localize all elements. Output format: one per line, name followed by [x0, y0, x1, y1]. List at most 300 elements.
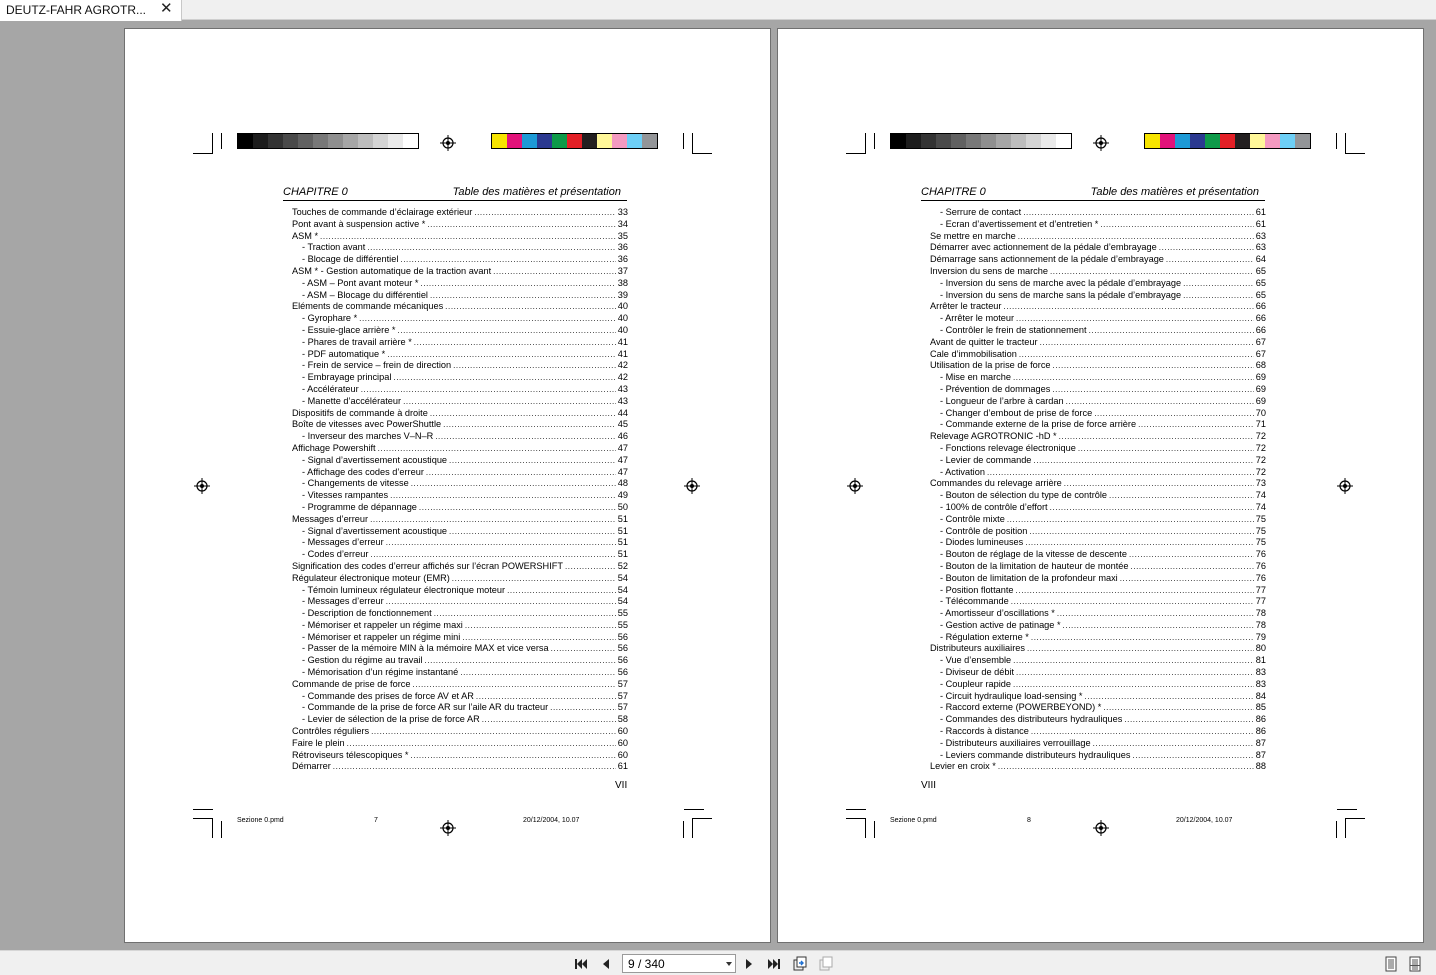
toc-entry-page: 75 [1255, 525, 1266, 536]
toc-entry[interactable] [292, 667, 628, 679]
tab-bar [0, 0, 1436, 20]
toc-entry-page: 66 [1255, 313, 1266, 324]
toc-entry-page: 75 [1255, 513, 1266, 524]
toc-entry-page: 55 [617, 608, 628, 619]
toc-entry[interactable] [930, 667, 1266, 679]
toc-entry[interactable] [292, 278, 628, 290]
toc-entry-title: Démarrage sans actionnement de la pédale d’embrayage [930, 254, 1164, 265]
toc-entry[interactable] [292, 655, 628, 667]
dot-leader [1016, 585, 1254, 597]
crop-mark [692, 818, 693, 838]
toc-entry-title: Cale d’immobilisation [930, 348, 1017, 359]
toc-entry-title: Eléments de commande mécaniques [292, 301, 444, 312]
dot-leader [449, 526, 616, 538]
dot-leader [460, 667, 616, 679]
toc-entry-title: - Changements de vitesse [302, 478, 409, 489]
toc-entry[interactable] [930, 561, 1266, 573]
color-swatch [1026, 134, 1041, 148]
toc-entry-page: 70 [1255, 407, 1266, 418]
toc-entry-page: 86 [1255, 726, 1266, 737]
toc-entry-page: 51 [617, 549, 628, 560]
toc-entry-title: - Bouton de réglage de la vitesse de descente [940, 549, 1127, 560]
toc-entry-page: 42 [617, 372, 628, 383]
toc-entry[interactable] [930, 360, 1266, 372]
crop-mark [1336, 821, 1337, 838]
toc-entry[interactable] [292, 467, 628, 479]
toc-entry[interactable] [930, 219, 1266, 231]
toc-entry-page: 87 [1255, 737, 1266, 748]
color-swatch [642, 134, 657, 148]
dot-leader [482, 714, 616, 726]
registration-mark-icon [847, 478, 863, 494]
toc-entry[interactable] [292, 360, 628, 372]
toc-entry[interactable] [292, 502, 628, 514]
toc-entry[interactable] [292, 254, 628, 266]
toc-entry[interactable] [292, 349, 628, 361]
dot-leader [378, 443, 616, 455]
toc-entry[interactable] [292, 219, 628, 231]
dot-leader [445, 301, 616, 313]
toc-entry-title: Distributeurs auxiliaires [930, 643, 1025, 654]
toc-entry[interactable] [292, 526, 628, 538]
toc-entry-page: 42 [617, 360, 628, 371]
toc-entry-title: - Inversion du sens de marche sans la pédale d’embrayage [940, 289, 1182, 300]
dot-leader [1183, 278, 1254, 290]
toc-entry[interactable] [930, 313, 1266, 325]
color-swatch [492, 134, 507, 148]
dot-leader [390, 490, 616, 502]
toc-entry[interactable] [292, 643, 628, 655]
toc-entry-title: - PDF automatique * [302, 348, 386, 359]
first-page-icon[interactable] [573, 956, 589, 972]
toc-entry[interactable] [292, 549, 628, 561]
toc-entry-page: 63 [1255, 230, 1266, 241]
toc-entry-page: 54 [617, 572, 628, 583]
toc-entry[interactable] [930, 278, 1266, 290]
toc-entry[interactable] [292, 325, 628, 337]
color-bar [1144, 133, 1311, 149]
toc-entry[interactable] [292, 514, 628, 526]
toc-entry-page: 72 [1255, 466, 1266, 477]
toc-entry[interactable] [930, 431, 1266, 443]
toc-entry[interactable] [292, 537, 628, 549]
dot-leader [550, 702, 616, 714]
toc-entry[interactable] [292, 431, 628, 443]
toc-entry[interactable] [930, 526, 1266, 538]
dot-leader [430, 290, 616, 302]
toc-entry-title: - Programme de dépannage [302, 501, 417, 512]
toc-entry-page: 76 [1255, 560, 1266, 571]
toc-entry[interactable] [292, 490, 628, 502]
toc-entry[interactable] [930, 242, 1266, 254]
color-swatch [612, 134, 627, 148]
last-page-icon[interactable] [766, 956, 782, 972]
toc-entry-title: - Régulation externe * [940, 631, 1029, 642]
toc-entry[interactable] [930, 231, 1266, 243]
continuous-view-icon[interactable] [1407, 956, 1423, 972]
toc-entry-page: 63 [1255, 242, 1266, 253]
toc-entry[interactable] [292, 714, 628, 726]
toc-entry[interactable] [930, 349, 1266, 361]
crop-mark [193, 809, 213, 810]
slug-page: 8 [1027, 817, 1031, 824]
dot-leader [1007, 514, 1254, 526]
crop-mark [874, 133, 875, 149]
toc-entry-page: 49 [617, 490, 628, 501]
toc-entry-page: 43 [617, 395, 628, 406]
chevron-down-icon[interactable] [726, 962, 732, 966]
dot-leader [425, 655, 616, 667]
toc-entry-title: - Amortisseur d’oscillations * [940, 608, 1055, 619]
toc-entry[interactable] [930, 596, 1266, 608]
toc-entry-page: 47 [617, 442, 628, 453]
section-title: Table des matières et présentation [1090, 186, 1259, 198]
toc-entry-page: 73 [1255, 478, 1266, 489]
toc-entry-page: 40 [617, 301, 628, 312]
go-back-view-icon[interactable] [792, 956, 808, 972]
toc-entry-page: 41 [617, 348, 628, 359]
toc-entry[interactable] [930, 301, 1266, 313]
color-swatch [597, 134, 612, 148]
toc-entry-page: 61 [1255, 207, 1266, 217]
crop-mark [865, 818, 866, 838]
toc-entry[interactable] [292, 207, 628, 219]
toc-entry-page: 36 [617, 242, 628, 253]
toc-entry[interactable] [292, 585, 628, 597]
crop-mark [846, 809, 866, 810]
toc-entry[interactable] [930, 655, 1266, 667]
toc-entry-title: - Inverseur des marches V–N–R [302, 431, 434, 442]
toc-entry-page: 77 [1255, 596, 1266, 607]
dot-leader [1159, 242, 1254, 254]
toc-entry[interactable] [292, 761, 628, 773]
dot-leader [430, 408, 616, 420]
previous-page-icon[interactable] [598, 956, 614, 972]
toc-entry-title: Inversion du sens de marche [930, 265, 1048, 276]
toc-entry[interactable] [930, 702, 1266, 714]
registration-mark-icon [440, 135, 456, 151]
crop-mark [1345, 818, 1346, 838]
color-swatch [283, 134, 298, 148]
toc-entry[interactable] [292, 679, 628, 691]
color-swatch [1175, 134, 1190, 148]
toc-entry-title: - Passer de la mémoire MIN à la mémoire MAX et vice versa [302, 643, 549, 654]
dot-leader [434, 608, 616, 620]
toc-entry[interactable] [930, 290, 1266, 302]
toc-entry[interactable] [930, 266, 1266, 278]
color-swatch [1250, 134, 1265, 148]
toc-entry-title: - Mise en marche [940, 372, 1011, 383]
toc-entry[interactable] [930, 337, 1266, 349]
toc-entry-title: Faire le plein [292, 737, 345, 748]
toc-entry-page: 56 [617, 643, 628, 654]
toc-entry-title: Signification des codes d’erreur affichés sur l’écran POWERSHIFT [292, 560, 563, 571]
toc-entry-page: 41 [617, 336, 628, 347]
dot-leader [420, 278, 615, 290]
dot-leader [1103, 702, 1253, 714]
dot-leader [370, 514, 616, 526]
toc-entry-page: 35 [617, 230, 628, 241]
toc-entry-page: 88 [1255, 761, 1266, 772]
dot-leader [411, 478, 616, 490]
dot-leader [347, 738, 616, 750]
dot-leader [1130, 561, 1253, 573]
crop-mark [874, 821, 875, 838]
color-swatch [1220, 134, 1235, 148]
toc-entry[interactable] [930, 254, 1266, 266]
toc-entry-title: - Fonctions relevage électronique [940, 442, 1076, 453]
color-swatch [358, 134, 373, 148]
color-swatch [582, 134, 597, 148]
toc-entry-title: Arrêter le tracteur [930, 301, 1002, 312]
toc-entry-title: Utilisation de la prise de force [930, 360, 1051, 371]
dot-leader [1031, 632, 1254, 644]
toc-entry-title: - Gestion active de patinage * [940, 619, 1061, 630]
toc-entry[interactable] [930, 585, 1266, 597]
toc-entry-page: 45 [617, 419, 628, 430]
toc-entry-page: 81 [1255, 655, 1266, 666]
color-swatch [507, 134, 522, 148]
page-number-select[interactable] [622, 954, 736, 973]
toc-entry[interactable] [930, 726, 1266, 738]
registration-mark-icon [684, 478, 700, 494]
toc-entry[interactable] [930, 478, 1266, 490]
toc-entry-title: - Bouton de limitation de la profondeur maxi [940, 572, 1118, 583]
toc-entry-title: ASM * - Gestion automatique de la traction avant [292, 265, 492, 276]
crop-mark [1336, 133, 1337, 149]
toc-entry-title: - Mémorisation d’un régime instantané [302, 667, 459, 678]
dot-leader [1013, 655, 1254, 667]
color-swatch [1190, 134, 1205, 148]
toc-entry[interactable] [292, 266, 628, 278]
dot-leader [1078, 443, 1254, 455]
toc-entry[interactable] [930, 207, 1266, 219]
toc-entry[interactable] [292, 384, 628, 396]
dot-leader [426, 467, 616, 479]
toc-entry[interactable] [292, 596, 628, 608]
dot-leader [1019, 349, 1254, 361]
dot-leader [507, 585, 616, 597]
toc-entry-title: - Codes d’erreur [302, 549, 369, 560]
chapter-title: CHAPITRE 0 [283, 186, 348, 198]
toc-entry[interactable] [292, 231, 628, 243]
toc-entry-title: - Arrêter le moteur [940, 313, 1015, 324]
color-swatch [1145, 134, 1160, 148]
toc-entry[interactable] [292, 242, 628, 254]
toc-entry-title: - Contrôle de position [940, 525, 1028, 536]
toc-entry[interactable] [930, 514, 1266, 526]
dot-leader [1052, 384, 1253, 396]
toc-entry[interactable] [930, 620, 1266, 632]
color-swatch [936, 134, 951, 148]
dot-leader [1093, 738, 1254, 750]
crop-mark [221, 133, 222, 149]
toc-entry[interactable] [930, 396, 1266, 408]
toc-entry[interactable] [292, 301, 628, 313]
dot-leader [551, 643, 616, 655]
toc-entry-title: Avant de quitter le tracteur [930, 336, 1038, 347]
toc-entry-title: - Embrayage principal [302, 372, 392, 383]
toc-entry[interactable] [930, 750, 1266, 762]
toc-entry-title: - Position flottante [940, 584, 1014, 595]
dot-leader [1013, 679, 1254, 691]
toc-entry[interactable] [930, 632, 1266, 644]
toc-entry[interactable] [930, 537, 1266, 549]
crop-mark [846, 818, 866, 819]
navigation-toolbar [0, 950, 1436, 975]
dot-leader [386, 596, 616, 608]
dot-leader [1050, 502, 1254, 514]
next-page-icon[interactable] [741, 956, 757, 972]
crop-mark [683, 133, 684, 149]
crop-mark [221, 821, 222, 838]
dot-leader [1089, 325, 1254, 337]
toc-entry-page: 71 [1255, 419, 1266, 430]
toc-entry[interactable] [292, 478, 628, 490]
toc-entry[interactable] [930, 384, 1266, 396]
toc-entry-title: - Commande de la prise de force AR sur l’aile AR du tracteur [302, 702, 549, 713]
toc-entry[interactable] [292, 372, 628, 384]
toc-entry-page: 55 [617, 619, 628, 630]
color-swatch [1295, 134, 1310, 148]
toc-entry-title: - Affichage des codes d’erreur [302, 466, 424, 477]
toc-entry-title: - Signal d’avertissement acoustique [302, 525, 448, 536]
toc-entry[interactable] [292, 632, 628, 644]
toc-entry-page: 64 [1255, 254, 1266, 265]
dot-leader [1016, 313, 1254, 325]
toc-entry-title: Levier en croix * [930, 761, 996, 772]
toc-entry[interactable] [292, 738, 628, 750]
toc-entry-page: 69 [1255, 395, 1266, 406]
toc-entry-page: 46 [617, 431, 628, 442]
toc-entry[interactable] [930, 761, 1266, 773]
toc-entry[interactable] [292, 408, 628, 420]
color-swatch [1205, 134, 1220, 148]
toc-entry[interactable] [930, 691, 1266, 703]
toc-entry-title: - Contrôle mixte [940, 513, 1005, 524]
toc-entry[interactable] [930, 679, 1266, 691]
toc-entry[interactable] [292, 419, 628, 431]
toc-entry[interactable] [292, 750, 628, 762]
toc-entry[interactable] [292, 573, 628, 585]
toc-entry-page: 58 [617, 714, 628, 725]
color-swatch [253, 134, 268, 148]
toc-entry[interactable] [930, 455, 1266, 467]
toc-entry-page: 68 [1255, 360, 1266, 371]
toc-entry-page: 67 [1255, 348, 1266, 359]
crop-mark [1345, 818, 1365, 819]
toc-entry-page: 50 [617, 501, 628, 512]
toc-entry-page: 87 [1255, 749, 1266, 760]
page-number: VIII [921, 780, 937, 791]
toc-entry-page: 72 [1255, 454, 1266, 465]
document-tab[interactable] [0, 0, 182, 21]
toc-entry-page: 86 [1255, 714, 1266, 725]
toc-entry[interactable] [930, 325, 1266, 337]
single-page-view-icon[interactable] [1383, 956, 1399, 972]
toc-entry-title: - Signal d’avertissement acoustique [302, 454, 448, 465]
toc-entry-title: - Témoin lumineux régulateur électronique moteur [302, 584, 506, 595]
dot-leader [1100, 219, 1253, 231]
toc-entry[interactable] [292, 290, 628, 302]
toc-entry-page: 38 [617, 277, 628, 288]
toc-entry[interactable] [930, 408, 1266, 420]
toc-entry[interactable] [292, 443, 628, 455]
toc-entry[interactable] [930, 490, 1266, 502]
dot-leader [371, 726, 616, 738]
toc-entry-page: 83 [1255, 667, 1266, 678]
toc-entry[interactable] [930, 608, 1266, 620]
dot-leader [476, 691, 616, 703]
color-bar [491, 133, 658, 149]
toc-entry[interactable] [292, 702, 628, 714]
close-tab-icon[interactable]: ✕ [160, 0, 173, 17]
toc-entry[interactable] [930, 738, 1266, 750]
toc-entry[interactable] [292, 691, 628, 703]
toc-entry[interactable] [292, 561, 628, 573]
toc-entry[interactable] [292, 337, 628, 349]
color-swatch [388, 134, 403, 148]
toc-entry[interactable] [292, 396, 628, 408]
dot-leader [493, 266, 616, 278]
toc-entry[interactable] [292, 455, 628, 467]
toc-entry-page: 65 [1255, 289, 1266, 300]
toc-entry[interactable] [292, 620, 628, 632]
toc-entry-title: - Leviers commande distributeurs hydrauliques [940, 749, 1131, 760]
toc-entry[interactable] [930, 573, 1266, 585]
toc-entry[interactable] [292, 608, 628, 620]
toc-entry-page: 56 [617, 655, 628, 666]
toc-entry[interactable] [930, 643, 1266, 655]
dot-leader [367, 242, 615, 254]
toc-entry-title: - ASM – Pont avant moteur * [302, 277, 419, 288]
toc-entry[interactable] [930, 502, 1266, 514]
toc-entry-page: 72 [1255, 431, 1266, 442]
toc-entry-page: 67 [1255, 336, 1266, 347]
registration-mark-icon [440, 820, 456, 836]
toc-entry-title: - Télécommande [940, 596, 1009, 607]
dot-leader [412, 679, 615, 691]
toc-entry[interactable] [930, 549, 1266, 561]
toc-entry-page: 79 [1255, 631, 1266, 642]
color-swatch [996, 134, 1011, 148]
toc-entry-title: - ASM – Blocage du différentiel [302, 289, 428, 300]
toc-entry-title: - Blocage de différentiel [302, 254, 399, 265]
color-swatch [627, 134, 642, 148]
toc-entry[interactable] [292, 726, 628, 738]
go-forward-view-icon[interactable] [818, 956, 834, 972]
toc-entry-title: - Messages d’erreur [302, 596, 384, 607]
toc-entry[interactable] [930, 443, 1266, 455]
dot-leader [1132, 750, 1253, 762]
toc-entry-page: 60 [617, 737, 628, 748]
toc-entry-title: - Gyrophare * [302, 313, 358, 324]
dot-leader [1025, 537, 1254, 549]
toc-entry-title: - Mémoriser et rappeler un régime maxi [302, 619, 463, 630]
toc-entry[interactable] [930, 372, 1266, 384]
toc-entry[interactable] [292, 313, 628, 325]
toc-entry-page: 57 [617, 678, 628, 689]
crop-mark [1345, 153, 1365, 154]
toc-entry-title: - Description de fonctionnement [302, 608, 432, 619]
toc-entry[interactable] [930, 467, 1266, 479]
table-of-contents [930, 207, 1266, 773]
dot-leader [1124, 714, 1253, 726]
toc-entry[interactable] [930, 419, 1266, 431]
toc-entry-page: 48 [617, 478, 628, 489]
toc-entry-page: 56 [617, 631, 628, 642]
toc-entry[interactable] [930, 714, 1266, 726]
